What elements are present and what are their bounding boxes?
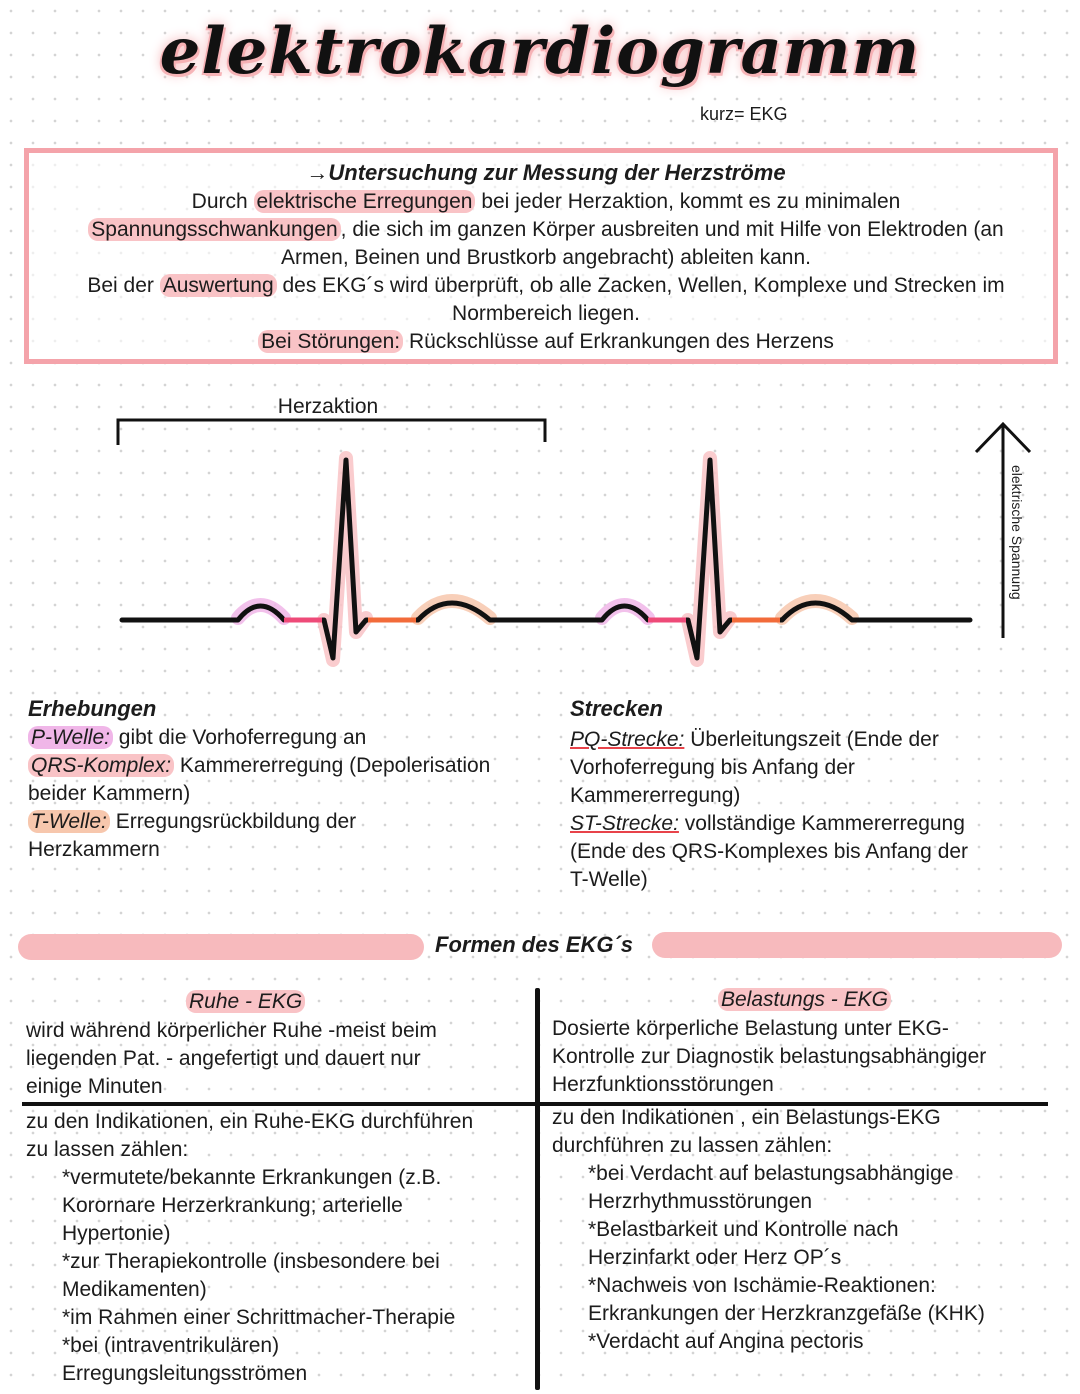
list-item: *bei Verdacht auf belastungsabhängige: [588, 1162, 954, 1185]
list-item: *vermutete/bekannte Erkrankungen (z.B.: [62, 1166, 442, 1189]
list-item: Herzinfarkt oder Herz OP´s: [588, 1246, 842, 1269]
list-item: *bei (intraventrikulären): [62, 1334, 280, 1357]
list-item: Erkrankungen der Herzkranzgefäße (KHK): [588, 1302, 985, 1325]
definition-heading: →Untersuchung zur Messung der Herzströme: [306, 160, 786, 185]
strecken-list: [570, 726, 1060, 894]
definition-line-3: Armen, Beinen und Brustkorb angebracht) ableiten kann.: [281, 246, 811, 269]
pq-strecke-row: PQ-Strecke: Überleitungszeit (Ende der: [570, 728, 939, 751]
table-divider-vertical: [535, 988, 540, 1390]
subtitle: kurz= EKG: [700, 104, 788, 124]
definition-line-4: Bei der Auswertung des EKG´s wird überprüft, ob alle Zacken, Wellen, Komplexe und Strecken im: [87, 274, 1005, 297]
pq-strecke-row-3: Kammererregung): [570, 784, 741, 807]
qrs-komplex-term: QRS-Komplex:: [28, 754, 174, 777]
banner-bar-right: [652, 932, 1062, 958]
ruhe-ekg-list: [62, 1164, 532, 1388]
banner-bar-left: [18, 934, 424, 960]
ruhe-ekg-description: wird während körperlicher Ruhe -meist beim liegenden Pat. - angefertigt und dauert nur einige Minuten: [26, 1019, 437, 1098]
qrs-row-2: beider Kammern): [28, 782, 191, 805]
erhebungen-title: Erhebungen: [28, 696, 157, 721]
st-strecke-row-3: T-Welle): [570, 868, 648, 891]
list-item: *im Rahmen einer Schrittmacher-Therapie: [62, 1306, 456, 1329]
ruhe-ekg-heading: Ruhe - EKG: [186, 990, 305, 1014]
p-welle-row: P-Welle: gibt die Vorhoferregung an: [28, 724, 548, 752]
ruhe-ekg-indikationen: zu den Indikationen, ein Ruhe-EKG durchführen zu lassen zählen:: [26, 1110, 474, 1161]
t-welle-row-2: Herzkammern: [28, 838, 160, 861]
axis-label: elektrische Spannung: [1009, 465, 1025, 600]
definition-box: [24, 148, 1058, 364]
ecg-trace: [122, 460, 970, 658]
strecken-title: Strecken: [570, 696, 663, 721]
st-strecke-row-2: (Ende des QRS-Komplexes bis Anfang der: [570, 840, 969, 863]
highlight-bei-stoerungen: Bei Störungen:: [258, 330, 403, 353]
belastungs-ekg-heading: Belastungs - EKG: [718, 988, 891, 1012]
ecg-diagram: [0, 380, 1080, 670]
formen-title: Formen des EKG´s: [435, 932, 634, 957]
page-title: elektrokardiogramm: [159, 14, 921, 89]
list-item: *Verdacht auf Angina pectoris: [588, 1330, 864, 1353]
belastungs-ekg-indikationen: zu den Indikationen , ein Belastungs-EKG durchführen zu lassen zählen:: [552, 1106, 941, 1157]
definition-line-2: Spannungsschwankungen , die sich im ganzen Körper ausbreiten und mit Hilfe von Elektroden (an: [29, 216, 1063, 244]
belastungs-ekg-description: Dosierte körperliche Belastung unter EKG- Kontrolle zur Diagnostik belastungsabhängiger Herzfunktionsstörungen: [552, 1017, 987, 1096]
qrs-row: QRS-Komplex: Kammererregung (Depolerisation: [28, 752, 548, 780]
definition-line-6: Bei Störungen: Rückschlüsse auf Erkrankungen des Herzens: [29, 328, 1063, 356]
list-item: Medikamenten): [62, 1278, 207, 1301]
st-strecke-term: ST-Strecke:: [570, 812, 679, 835]
t-welle-term: T-Welle:: [28, 810, 110, 833]
belastungs-ekg-list: [588, 1160, 1058, 1356]
highlight-elektrische-erregungen: elektrische Erregungen: [254, 190, 476, 213]
list-item: Herzrhythmusstörungen: [588, 1190, 813, 1213]
pq-strecke-term: PQ-Strecke:: [570, 728, 685, 751]
herzaktion-label: Herzaktion: [277, 395, 379, 418]
list-item: Hypertonie): [62, 1222, 171, 1245]
list-item: Korornare Herzerkrankung; arterielle: [62, 1194, 403, 1217]
list-item: *Belastbarkeit und Kontrolle nach: [588, 1218, 899, 1241]
definition-line-1: Durch elektrische Erregungen bei jeder Herzaktion, kommt es zu minimalen: [191, 190, 901, 213]
erhebungen-list: [28, 724, 548, 864]
list-item: *Nachweis von Ischämie-Reaktionen:: [588, 1274, 936, 1297]
highlight-spannungsschwankungen: Spannungsschwankungen: [88, 218, 340, 241]
list-item: *zur Therapiekontrolle (insbesondere bei: [62, 1250, 440, 1273]
pq-strecke-row-2: Vorhoferregung bis Anfang der: [570, 756, 855, 779]
st-strecke-row: ST-Strecke: vollständige Kammererregung: [570, 812, 965, 835]
herzaktion-bracket: [118, 420, 545, 445]
list-item: Erregungsleitungsströmen: [62, 1362, 308, 1385]
t-welle-row: T-Welle: Erregungsrückbildung der: [28, 808, 548, 836]
definition-line-5: Normbereich liegen.: [452, 302, 640, 325]
p-welle-term: P-Welle:: [28, 726, 113, 749]
highlight-auswertung: Auswertung: [160, 274, 277, 297]
